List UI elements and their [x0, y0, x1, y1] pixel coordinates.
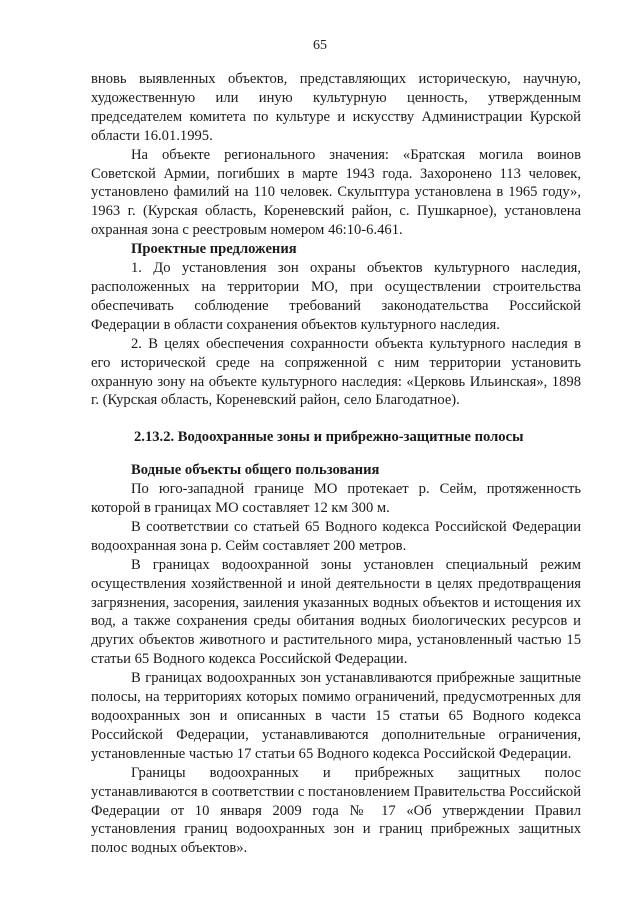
paragraph-regional-object: На объекте регионального значения: «Братская могила воинов Советской Армии, погибших в марте 1943 года. Захоронено 113 человек, установлено фамилий на 110 человек. Скульптура установлена в 1965 году», 1963 г. (Курская область, Кореневский район, с. Пушкарное), установлена охранная зона с реестровым номером 46:10-6.461.: [91, 146, 581, 239]
paragraph-continuation: вновь выявленных объектов, представляющих историческую, научную, художественную или иную культурную ценность, утвержденным председателем комитета по культуре и искусству Администрации Курской области 16.01.1995.: [91, 71, 581, 144]
heading-project-proposals: Проектные предложения: [131, 241, 297, 258]
section-title: 2.13.2. Водоохранные зоны и прибрежно-защитные полосы: [134, 429, 524, 446]
paragraph-coastal-strips: В границах водоохранных зон устанавливаются прибрежные защитные полосы, на территориях которых помимо ограничений, предусмотренных для водоохранных зон и описанных в части 15 статьи 65 Водного кодекса Российской Федерации, устанавливаются дополнительные ограничения, установленные частью 17 статьи 65 Водного кодекса Российской Федерации.: [91, 670, 581, 762]
document-body: [91, 70, 581, 858]
paragraph-water-protection-zone: В соответствии со статьей 65 Водного кодекса Российской Федерации водоохранная зона р. Сейм составляет 200 метров.: [91, 518, 581, 554]
paragraph-proposal-1: 1. До установления зон охраны объектов культурного наследия, расположенных на территории МО, при осуществлении строительства обеспечивать соблюдение требований законодательства Российской Федерации в области сохранения объектов культурного наследия.: [91, 260, 581, 333]
heading-water-objects: Водные объекты общего пользования: [131, 462, 380, 479]
paragraph-river-seim: По юго-западной границе МО протекает р. Сейм, протяженность которой в границах МО составляет 12 км 300 м.: [91, 481, 581, 517]
paragraph-boundaries: Границы водоохранных и прибрежных защитных полос устанавливаются в соответствии с постановлением Правительства Российской Федерации от 10 января 2009 года № 17 «Об утверждении Правил установления границ водоохранных зон и границ прибрежных защитных полос водных объектов».: [91, 764, 581, 857]
paragraph-proposal-2: 2. В целях обеспечения сохранности объекта культурного наследия в его исторической среде на сопряженной с ним территории установить охранную зону на объекте культурного наследия: «Церковь Ильинская», 1898 г. (Курская область, Кореневский район, село Благодатное).: [91, 335, 581, 409]
paragraph-special-regime: В границах водоохранной зоны установлен специальный режим осуществления хозяйственной и иной деятельности в целях предотвращения загрязнения, засорения, заиления указанных водных объектов и истощения их вод, а также сохранения среды обитания водных биологических ресурсов и других объектов животного и растительного мира, установленный частью 15 статьи 65 Водного кодекса Российской Федерации.: [91, 556, 581, 668]
page-number: 65: [313, 38, 327, 53]
